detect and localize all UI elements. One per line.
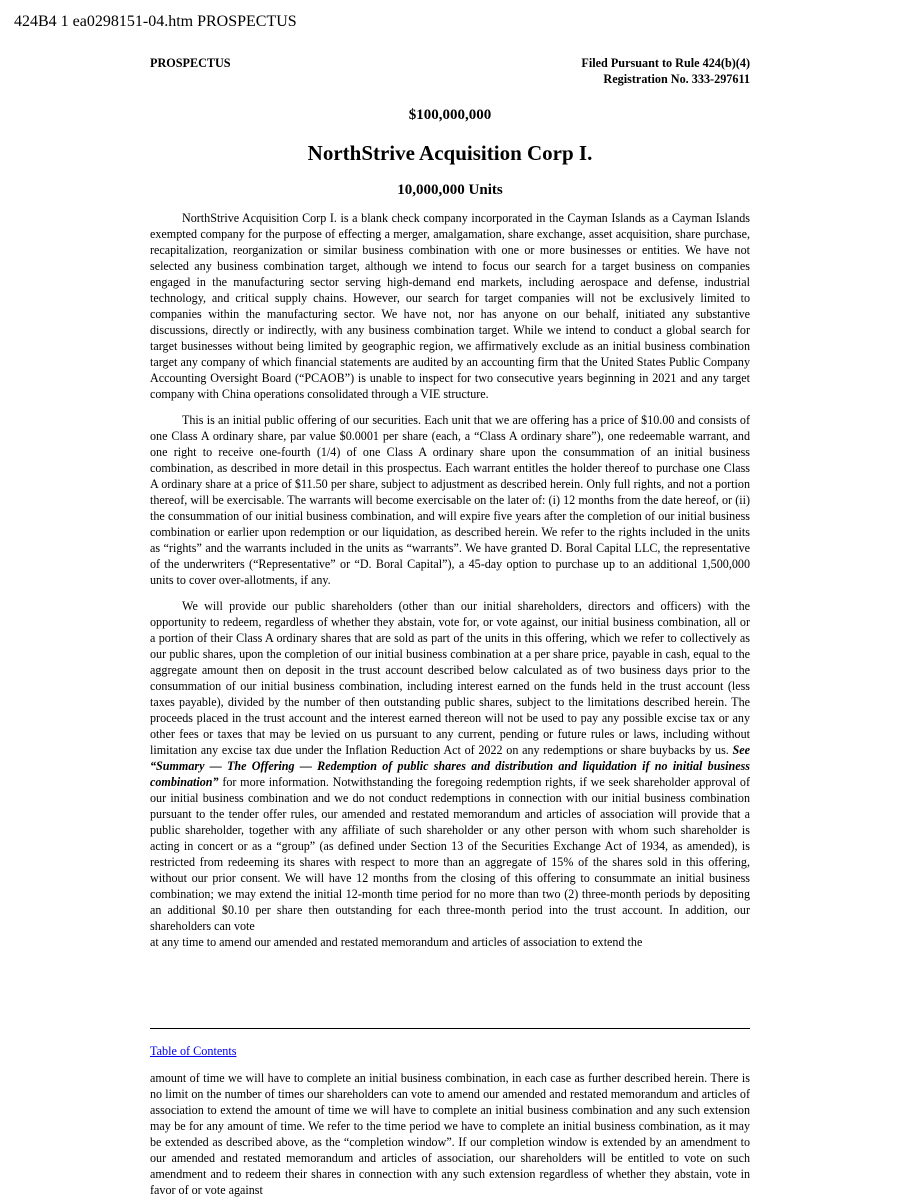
paragraph-redemption	[150, 598, 750, 934]
paragraph-last-line: at any time to amend our amended and restated memorandum and articles of association to extend the	[150, 935, 643, 949]
summary-cross-reference: See “Summary — The Offering — Redemption of public shares and distribution and liquidation if no initial business combination”	[150, 743, 750, 789]
prospectus-label: PROSPECTUS	[150, 56, 231, 70]
paragraph-offering-terms: This is an initial public offering of our securities. Each unit that we are offering has a price of $10.00 and consists of one Class A ordinary share, par value $0.0001 per share (each, a “Class A ordinary share”), one redeemable warrant, and one right to receive one-fourth (1/4) of one Class A ordinary share upon the consummation of an initial business combination, as described in more detail in this prospectus. Each warrant entitles the holder thereof to purchase one Class A ordinary share at a price of $11.50 per share, subject to adjustment as described herein. Only full rights, and not a portion thereof, will be exercisable. The warrants will become exercisable on the later of: (i) 12 months from the date hereof, or (ii) the consummation of our initial business combination, and will expire five years after the completion of our initial business combination or earlier upon redemption or our liquidation, as described herein. We refer to the rights included in the units as “rights” and the warrants included in the units as “warrants”. We have granted D. Boral Capital LLC, the representative of the underwriters (“Representative” or “D. Boral Capital”), a 45-day option to purchase up to an additional 1,500,000 units to cover over-allotments, if any.	[150, 413, 750, 587]
units-offered: 10,000,000 Units	[397, 182, 503, 198]
filing-info	[581, 55, 750, 87]
prospectus-body	[150, 210, 750, 950]
paragraph-company-overview: NorthStrive Acquisition Corp I. is a blank check company incorporated in the Cayman Islands as a Cayman Islands exempted company for the purpose of effecting a merger, amalgamation, share exchange, asset acquisition, share purchase, recapitalization, reorganization or similar business combination with one or more businesses or entities. We have not selected any business combination target, although we intend to focus our search for a target business on companies engaged in the manufacturing sector serving high-demand end markets, including aerospace and defense, industrial technology, and critical supply chains. However, our search for target companies will not be exclusively limited to companies within the manufacturing sector. We have not, nor has anyone on our behalf, initiated any substantive discussions, directly or indirectly, with any business combination target. While we intend to conduct a global search for target businesses without being limited by geographic region, we affirmatively exclude as an initial business combination target any company of which financial statements are audited by an accounting firm that the United States Public Company Accounting Oversight Board (“PCAOB”) is unable to inspect for two consecutive years beginning in 2021 and any target company with China operations consolidated through a VIE structure.	[150, 211, 750, 401]
filed-pursuant-rule: Filed Pursuant to Rule 424(b)(4)	[581, 56, 750, 70]
company-name: NorthStrive Acquisition Corp I.	[307, 141, 593, 165]
table-of-contents-link[interactable]: Table of Contents	[150, 1044, 237, 1058]
redemption-text-part2: for more information. Notwithstanding the foregoing redemption rights, if we seek shareholder approval of our initial business combination and we do not conduct redemptions in connection with our initial business combination pursuant to the tender offer rules, our amended and restated memorandum and articles of association will provide that a public shareholder, together with any affiliate of such shareholder or any other person with whom such shareholder is acting in concert or as a “group” (as defined under Section 13 of the Securities Exchange Act of 1934, as amended), is restricted from redeeming its shares with respect to more than an aggregate of 15% of the shares sold in this offering, without our prior consent. We will have 12 months from the closing of this offering to consummate an initial business combination; we may extend the initial 12-month time period for no more than two (2) three-month periods by depositing an additional $0.10 per share then outstanding for each three-month period into the trust account. In addition, our shareholders can vote	[150, 775, 750, 933]
offering-amount: $100,000,000	[408, 107, 492, 123]
document-header: 424B4 1 ea0298151-04.htm PROSPECTUS	[14, 13, 297, 30]
redemption-text-part1: We will provide our public shareholders (other than our initial shareholders, directors and officers) with the opportunity to redeem, regardless of whether they abstain, vote for, or vote against, our initial business combination, all or a portion of their Class A ordinary shares that are sold as part of the units in this offering, which we refer to collectively as our public shares, upon the completion of our initial business combination at a per share price, payable in cash, equal to the aggregate amount then on deposit in the trust account described below calculated as of two business days prior to the consummation of our initial business combination, including interest earned on the funds held in the trust account (less taxes payable), divided by the number of then outstanding public shares, subject to the limitations described herein. The proceeds placed in the trust account and the interest earned thereon will not be used to pay any possible excise tax or any other fees or taxes that may be levied on us pursuant to any current, pending or future rules or laws, including without limitation any excise tax due under the Inflation Reduction Act of 2022 on any redemptions or share buybacks by us.	[150, 599, 750, 757]
continuation-paragraph: amount of time we will have to complete an initial business combination, in each case as further described herein. There is no limit on the number of times our shareholders can vote to amend our amended and restated memorandum and articles of association to extend the amount of time we will have to complete an initial business combination and any such extension may be for any amount of time. We refer to the time period we have to complete an initial business combination, as it may be extended as described above, as the “completion window”. If our completion window is extended by an amendment to our amended and restated memorandum and articles of association, our shareholders will be entitled to vote on such amendment and to redeem their shares in connection with any such extension regardless of whether they abstain, vote in favor of or vote against	[150, 1071, 750, 1197]
prospectus-header	[150, 55, 750, 89]
page-break-rule	[150, 1028, 750, 1029]
registration-number: Registration No. 333-297611	[603, 72, 750, 86]
